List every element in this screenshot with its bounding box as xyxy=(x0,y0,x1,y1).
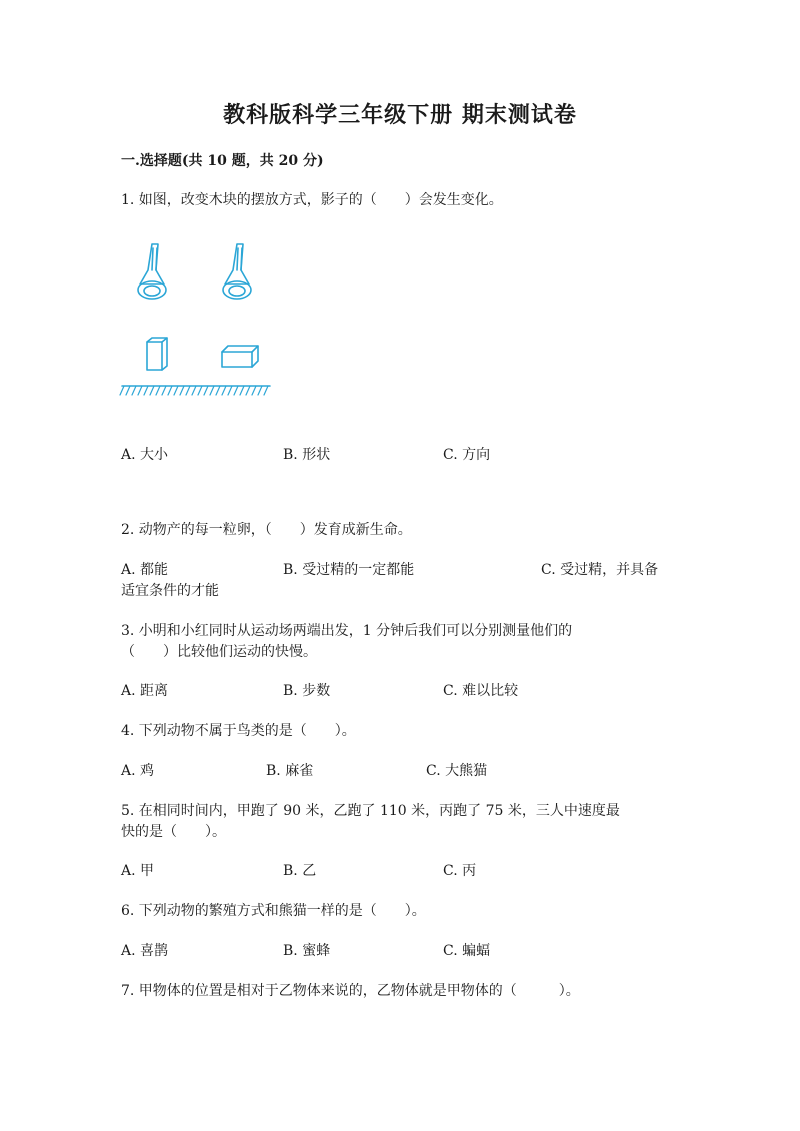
question-3-option-b[interactable]: B. 步数 xyxy=(283,683,331,699)
question-5-option-a[interactable]: A. 甲 xyxy=(121,863,155,879)
question-1-option-b[interactable]: B. 形状 xyxy=(283,447,331,463)
question-3-text-continued: （ ）比较他们运动的快慢。 xyxy=(121,644,317,660)
flashlight-icon xyxy=(223,244,251,299)
flashlight-icon xyxy=(138,244,166,299)
question-3-option-a[interactable]: A. 距离 xyxy=(121,683,169,699)
question-2-text: 2. 动物产的每一粒卵，（ ）发育成新生命。 xyxy=(121,522,412,538)
question-5-text-continued: 快的是（ ）。 xyxy=(121,824,226,840)
question-6-option-c[interactable]: C. 蝙蝠 xyxy=(443,943,491,959)
flat-block-icon xyxy=(222,346,258,367)
question-7-text: 7. 甲物体的位置是相对于乙物体来说的，乙物体就是甲物体的（ ）。 xyxy=(121,983,580,999)
question-6-option-a[interactable]: A. 喜鹊 xyxy=(121,943,169,959)
question-2-option-c[interactable]: C. 受过精，并具备 xyxy=(541,562,659,578)
question-4-option-c[interactable]: C. 大熊猫 xyxy=(426,763,488,779)
question-2-option-b[interactable]: B. 受过精的一定都能 xyxy=(283,562,415,578)
question-1-figure xyxy=(118,236,278,410)
question-2-option-c-continued: 适宜条件的才能 xyxy=(121,583,219,599)
question-6-option-b[interactable]: B. 蜜蜂 xyxy=(283,943,331,959)
question-5-text: 5. 在相同时间内，甲跑了 90 米，乙跑了 110 米，丙跑了 75 米，三人中速度最 xyxy=(121,803,620,819)
question-1-option-c[interactable]: C. 方向 xyxy=(443,447,491,463)
question-1-option-a[interactable]: A. 大小 xyxy=(121,447,169,463)
section-heading: 一.选择题(共 10 题，共 20 分) xyxy=(121,153,324,169)
ground-hatch-icon xyxy=(120,386,270,395)
question-4-option-b[interactable]: B. 麻雀 xyxy=(266,763,314,779)
question-4-option-a[interactable]: A. 鸡 xyxy=(121,763,155,779)
question-5-option-c[interactable]: C. 丙 xyxy=(443,863,477,879)
question-5-option-b[interactable]: B. 乙 xyxy=(283,863,317,879)
upright-block-icon xyxy=(147,338,167,370)
question-3-option-c[interactable]: C. 难以比较 xyxy=(443,683,519,699)
question-3-text: 3. 小明和小红同时从运动场两端出发，1 分钟后我们可以分别测量他们的 xyxy=(121,623,573,639)
question-2-option-a[interactable]: A. 都能 xyxy=(121,562,169,578)
question-1-text: 1. 如图，改变木块的摆放方式，影子的（ ）会发生变化。 xyxy=(121,192,503,208)
question-6-text: 6. 下列动物的繁殖方式和熊猫一样的是（ ）。 xyxy=(121,903,426,919)
question-4-text: 4. 下列动物不属于鸟类的是（ ）。 xyxy=(121,723,356,739)
page-title: 教科版科学三年级下册 期末测试卷 xyxy=(223,102,577,128)
